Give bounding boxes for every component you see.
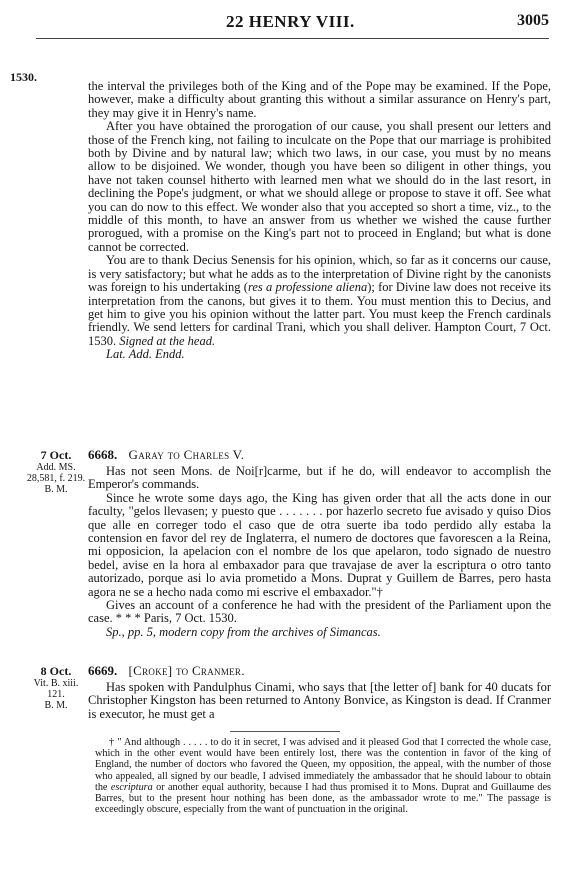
ms-folio: 121. [47, 689, 65, 700]
entry-6668-heading [88, 448, 551, 462]
footnote-part: or another equal authority, because I had thus promised it to Mons. Duprat and Guillaume des Barres, but to the present hour nothing has been done, as the ambassador wrote to me." The passage is exceedingly obscure, especially from the want of punctuation in the original. [95, 781, 551, 816]
entry-number: 6668. [88, 447, 118, 462]
year-label: 1530. [10, 70, 37, 84]
latin-phrase: res a professione aliena [247, 280, 368, 295]
ms-reference: Add. MS. [36, 462, 76, 473]
page-number: 3005 [517, 12, 549, 29]
paragraph: Since he wrote some days ago, the King has given order that all the acts done in our faculty, "gelos llevasen; y puesto que . . . . . . . por hazerlo secreto fue avisado y quiso Dios que alle en correger todo el caso que de otra suerte iba todo perdido ally estaba la contension en favor del rey de Inglaterra, el numero de doctores que favorescen a la Reina, mi opposicion, la apelacion con el nombre de los que apelaron, todo signado de nuestro bedel, avise en la hora al embaxador para que travajase de aver la escriptura o otro tanto autorizado, porque asi lo avia prometido a Mons. Duprat y Guillem de Barres, pero hasta agora ne se a hecho nada como mi escrive el embaxador."† [88, 490, 551, 599]
letter-6667-body [88, 80, 551, 362]
footnote [95, 737, 551, 815]
repository: B. M. [44, 700, 68, 711]
entry-title: [Croke] to Cranmer. [128, 663, 245, 678]
year-margin [10, 70, 70, 84]
source-note: Lat. Add. Endd. [106, 347, 185, 362]
paragraph: After you have obtained the prorogation of our cause, you shall present our letters and those of the French king, not failing to inculcate on the Pope that our marriage is prohibited both by Divine and by natural law; which two laws, in our case, you must by no means allow to be disjoined. We wonder, though you have been so diligent in other things, you have not taken counsel hitherto with learned men what we should do in the last resort, in declining the Pope's judgment, or what we should allege or propose to stave it off. See what you can do now to this effect. We wonder also that you accepted so short a time, viz., to the middle of this month, to have an answer from us whether we wished the cause further prorogued, with a promise on the King's part not to proceed in England; but what is done cannot be corrected. [88, 119, 551, 254]
running-title: 22 HENRY VIII. [226, 12, 355, 31]
entry-6669-margin [16, 664, 96, 711]
ms-folio: 28,581, f. 219. [26, 473, 86, 484]
paragraph: Has not seen Mons. de Noi[r]carme, but if he do, will endeavor to accomplish the Emperor's commands. [88, 464, 551, 492]
footnote-part: † " And although . . . . . to do it in secret, I was advised and it pleased God that I corrected the whole case, which in the other event would have been entirely lost, there was the contention in favor of the king of England, the number of doctors who favored the Queen, my opposition, the appeal, with the number of those who appealed, all signed by our beadle, I advised immediately the ambassador that he should labour to obtain the [95, 737, 551, 793]
entry-6669-body [88, 681, 551, 721]
ms-reference: Vit. B. xiii. [33, 678, 79, 689]
footnote-italic: escriptura [110, 781, 153, 793]
entry-6668-margin [16, 448, 96, 495]
entry-date: 7 Oct. [40, 448, 72, 462]
paragraph: Gives an account of a conference he had with the president of the Parliament upon the case. * * * Paris, 7 Oct. 1530. [88, 598, 551, 626]
entry-6668-body [88, 465, 551, 639]
paragraph-text: You are to thank Decius Senensis for his opinion, which, so far as it concerns our cause, is very satisfactory; but what he adds as to the interpretation of Divine right by the canonists was foreign to his undertaking ( [88, 253, 551, 295]
signature-note: Signed at the head. [119, 333, 216, 348]
header-rule [36, 38, 549, 39]
paragraph: the interval the privileges both of the King and of the Pope may be examined. If the Pope, however, make a difficulty about granting this without a similar assurance on Henry's part, they may give it in Henry's name. [88, 79, 551, 120]
entry-date: 8 Oct. [40, 664, 72, 678]
source-note: Sp., pp. 5, modern copy from the archives of Simancas. [106, 624, 381, 639]
entry-6669-heading [88, 664, 551, 678]
footnote-text [95, 737, 551, 815]
entry-title: Garay to Charles V. [128, 447, 245, 462]
footnote-rule [230, 731, 340, 732]
repository: B. M. [44, 484, 68, 495]
paragraph-text: ); for Divine law does not receive its interpretation from the canons, but gives it to them. You must mention this to Decius, and get him to give you his opinion without the latter part. You must keep the French cardinals friendly. We send letters for cardinal Trani, which you shall deliver. Hampton Court, 7 Oct. 1530. [88, 280, 551, 348]
paragraph: Has spoken with Pandulphus Cinami, who says that [the letter of] bank for 40 ducats for Christopher Kingston has been returned to Antony Bonvice, as Kingston is dead. If Cranmer is executor, he must get a [88, 680, 551, 721]
page-header [0, 12, 567, 32]
entry-number: 6669. [88, 663, 118, 678]
paragraph [88, 254, 551, 348]
